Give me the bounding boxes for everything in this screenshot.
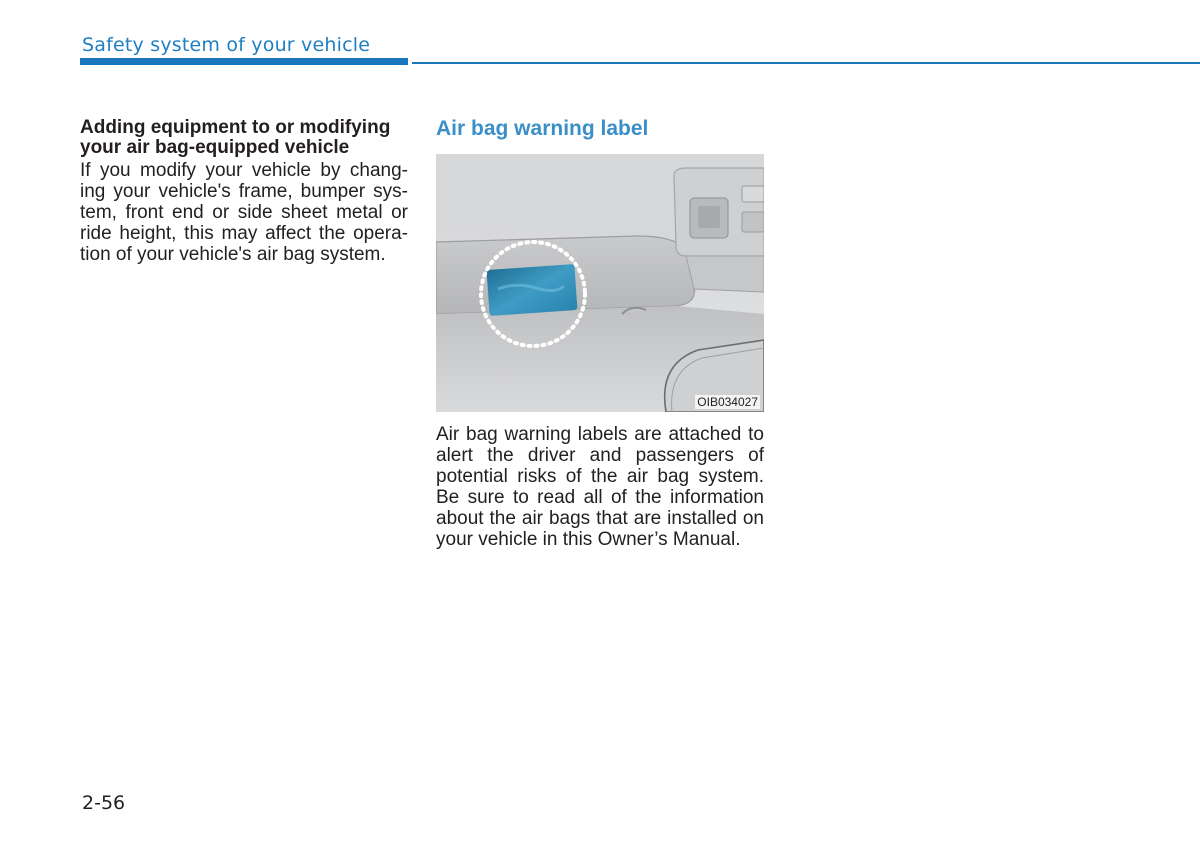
- modification-heading: [80, 118, 408, 158]
- running-header: Safety system of your vehicle: [82, 34, 371, 56]
- right-column: [436, 116, 764, 550]
- modification-paragraph: If you modify your vehicle by chang-ing your vehicle's frame, bumper sys-tem, front end or side sheet metal or ride height, this may affect the opera-tion of your vehicle's air bag system.: [80, 160, 408, 265]
- figure-code: OIB034027: [697, 395, 758, 409]
- warning-label-paragraph: Air bag warning labels are attached to alert the driver and passengers of potential risks of the air bag system. Be sure to read all of the information about the air bags that are installed on your vehicle in this Owner’s Manual.: [436, 424, 764, 550]
- airbag-label-figure: [436, 154, 764, 412]
- modification-heading-line2: your air bag-equipped vehicle: [80, 137, 350, 158]
- header-rule-thick: [80, 58, 408, 65]
- header-rule-thin: [412, 62, 1200, 64]
- sun-visor-illustration: [436, 154, 764, 412]
- left-column: [80, 118, 408, 265]
- page-number: 2-56: [82, 792, 126, 814]
- modification-heading-line1: Adding equipment to or modifying: [80, 117, 391, 138]
- section-title: Air bag warning label: [436, 117, 649, 140]
